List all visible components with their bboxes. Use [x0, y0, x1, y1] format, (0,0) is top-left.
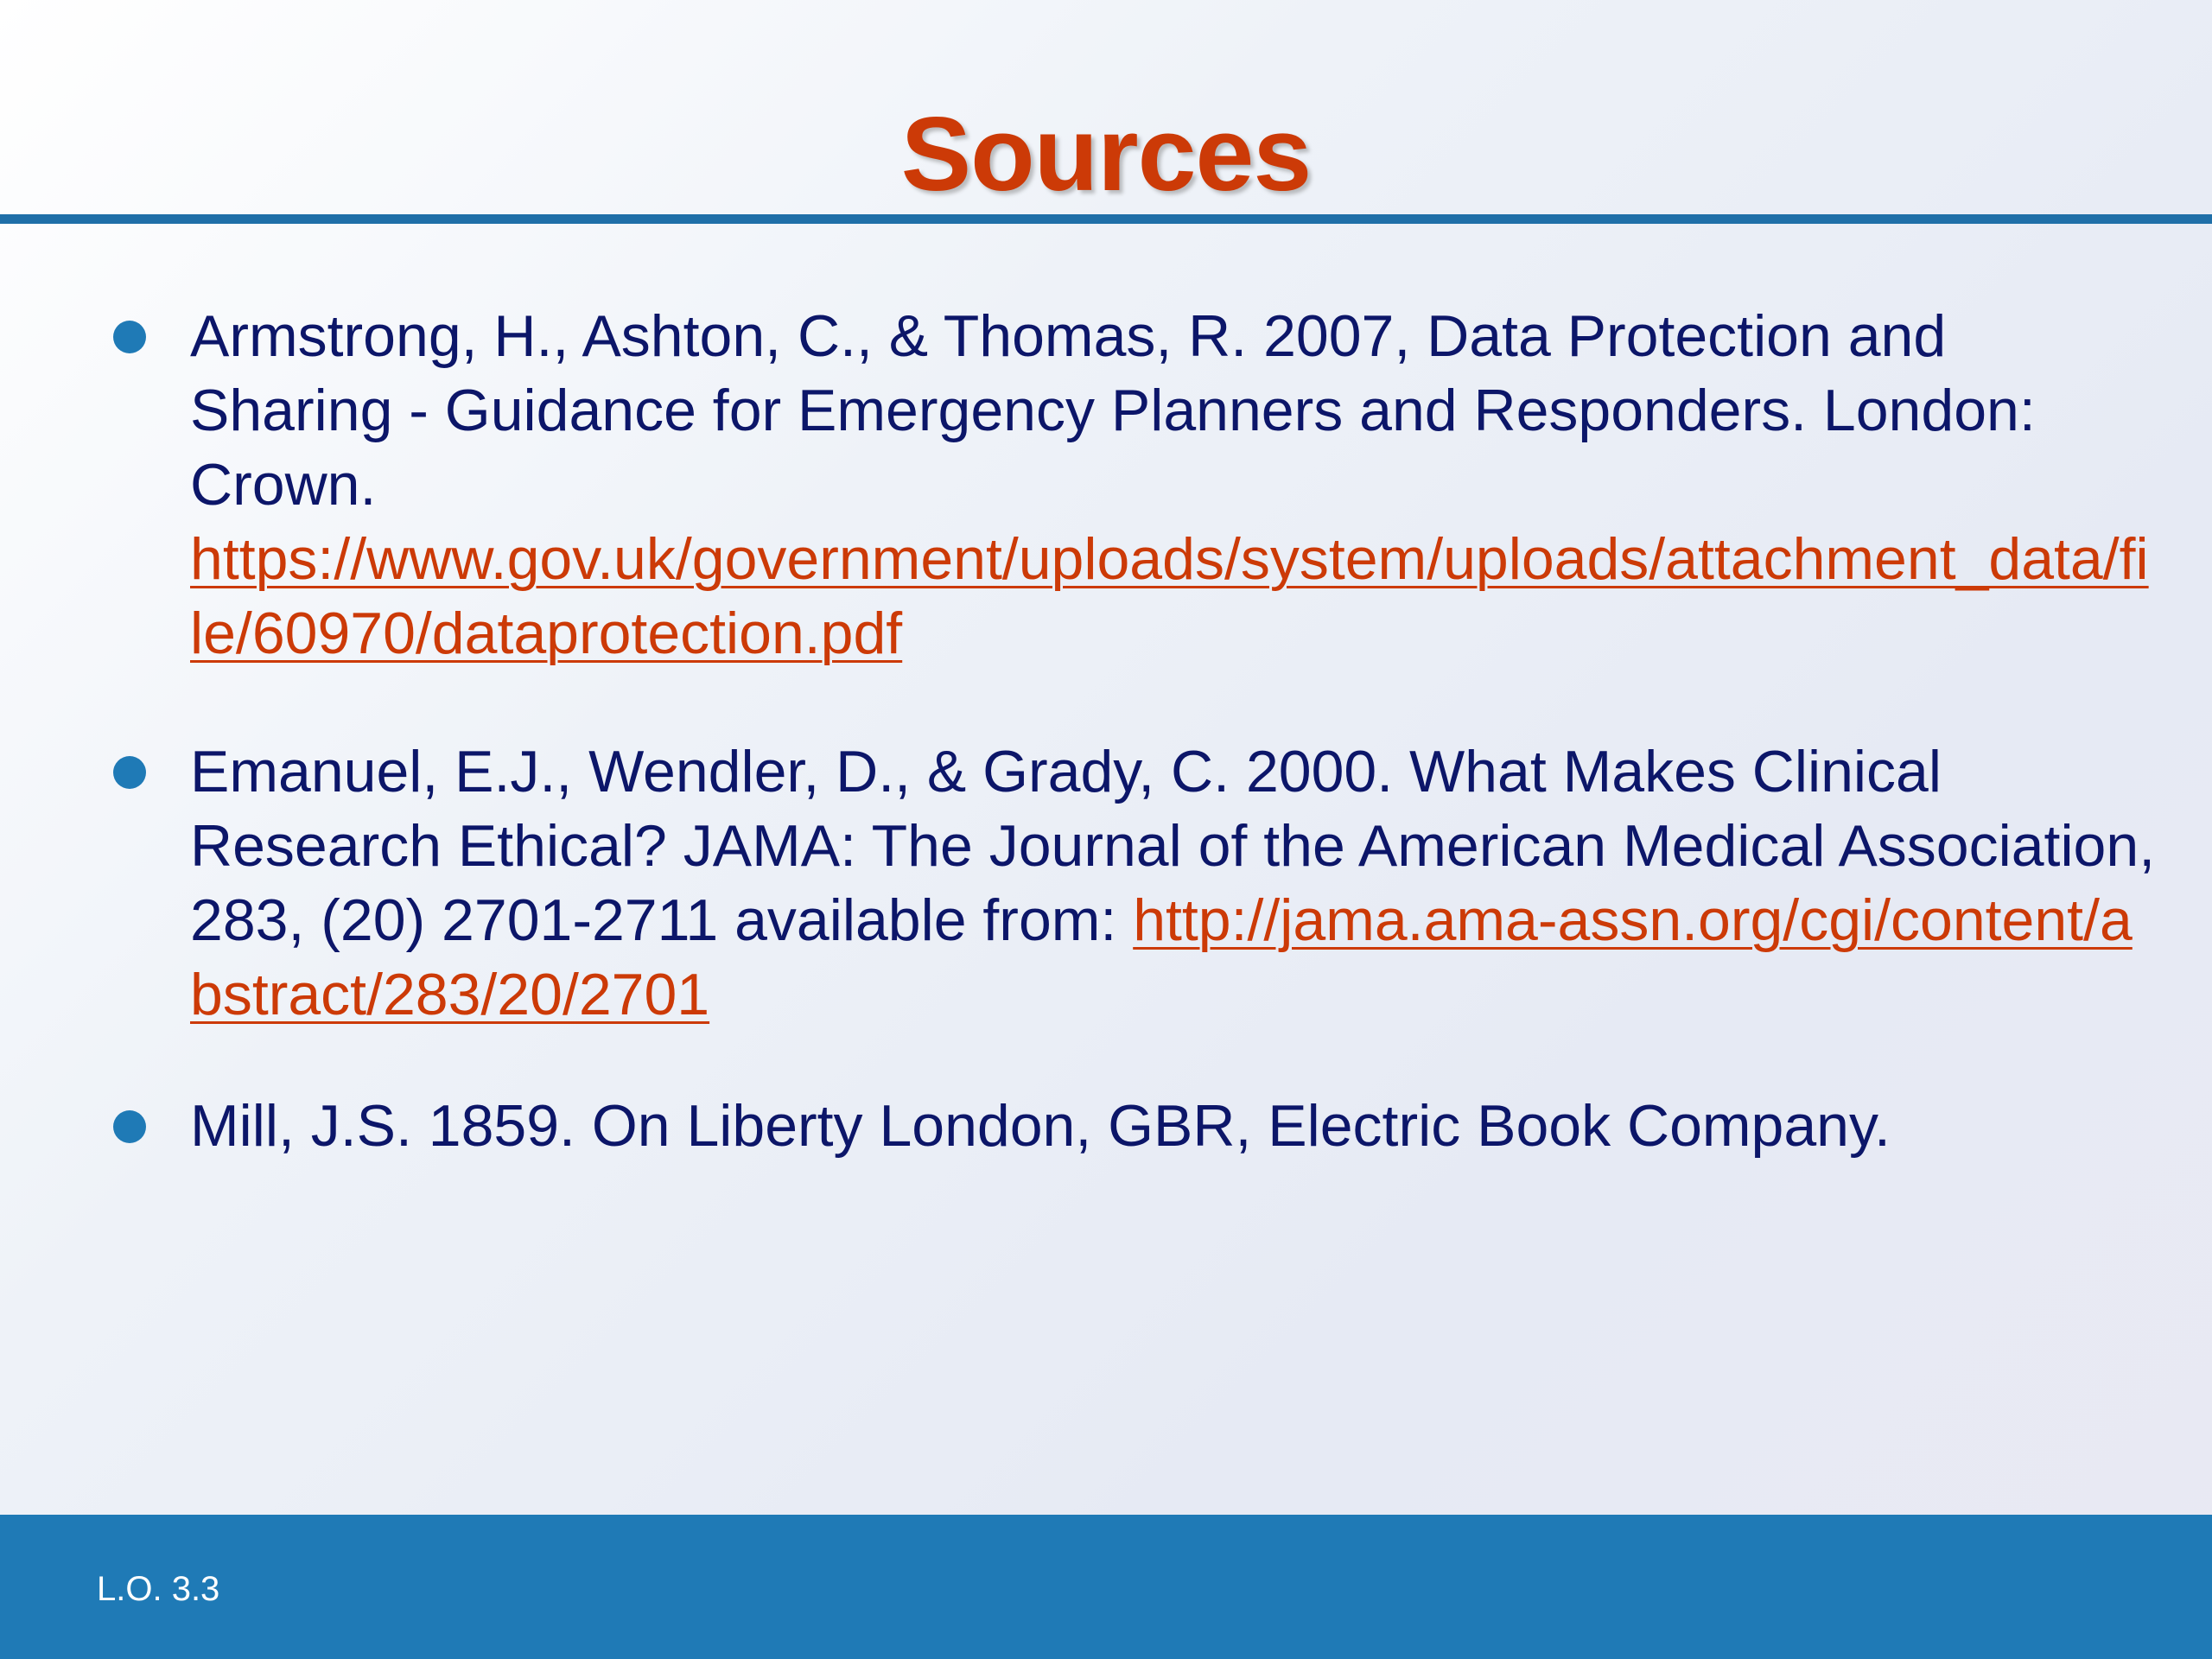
bullet-dot-icon [113, 321, 146, 353]
source-text: Emanuel, E.J., Wendler, D., & Grady, C. 2000. What Makes Clinical Research Ethical? JAMA: The Journal of the American Medical Association, 283, (20) 2701-2711 available from: [190, 739, 2156, 953]
source-item-emanuel [0, 734, 2212, 1032]
sources-list [0, 299, 2212, 1218]
source-text: Mill, J.S. 1859. On Liberty London, GBR, Electric Book Company. [190, 1093, 1891, 1159]
source-link[interactable]: http://jama.ama-assn.org/cgi/content/abstract/283/20/2701 [190, 887, 2133, 1027]
bullet-dot-icon [113, 1110, 146, 1143]
footer-bar [0, 1515, 2212, 1659]
title-divider [0, 214, 2212, 224]
footer-label: L.O. 3.3 [97, 1570, 220, 1608]
bullet-dot-icon [113, 756, 146, 789]
source-item-armstrong [0, 299, 2212, 671]
source-item-mill [0, 1089, 2212, 1163]
source-link[interactable]: https://www.gov.uk/government/uploads/system/uploads/attachment_data/file/60970/dataprotection.pdf [190, 526, 2149, 666]
slide-title: Sources [900, 95, 1312, 213]
source-text: Armstrong, H., Ashton, C., & Thomas, R. 2007, Data Protection and Sharing - Guidance for Emergency Planners and Responders. London: Crown. [190, 303, 2036, 518]
